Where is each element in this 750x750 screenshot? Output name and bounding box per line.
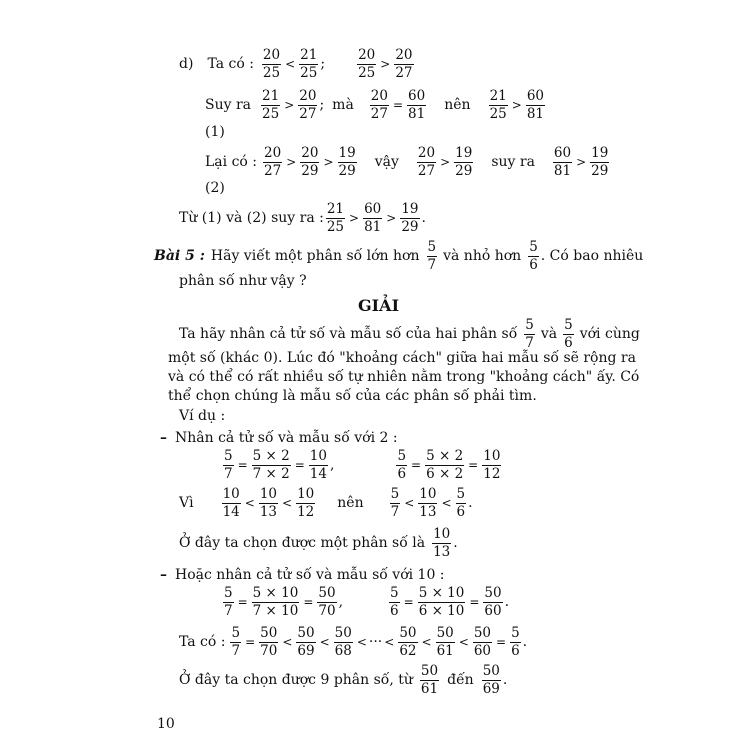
fraction: $\frac{50}{62}$: [399, 625, 417, 659]
operator: <: [384, 635, 395, 650]
bullet-text: Hoặc nhân cả tử số và mẫu số với 10 :: [175, 567, 445, 583]
fraction: $\frac{10}{14}$: [222, 486, 240, 520]
operator: =: [294, 458, 305, 473]
fraction: $\frac{5}{6}$: [529, 239, 538, 273]
operator: >: [576, 155, 587, 170]
operator: >: [323, 155, 334, 170]
bullet-2: [160, 567, 445, 583]
fraction: $\frac{5 \times 10}{7 \times 10}$: [252, 585, 299, 619]
fraction: $\frac{20}{27}$: [395, 47, 413, 81]
fraction: $\frac{21}{25}$: [262, 88, 280, 122]
fraction: $\frac{10}{12}$: [483, 448, 501, 482]
separator: ;: [320, 56, 326, 73]
taco-text: Ta có :: [207, 56, 254, 73]
operator: =: [468, 458, 479, 473]
bullet-text: Nhân cả tử số và mẫu số với 2 :: [175, 430, 398, 446]
fraction: $\frac{5 \times 10}{6 \times 10}$: [418, 585, 465, 619]
dash-bullet: –: [160, 567, 167, 583]
operator: >: [440, 155, 451, 170]
operator: <: [356, 635, 367, 650]
fraction: $\frac{60}{81}$: [526, 88, 544, 122]
fraction: $\frac{20}{27}$: [299, 88, 317, 122]
fraction: $\frac{10}{14}$: [309, 448, 327, 482]
question-text: . Có bao nhiêu: [540, 248, 644, 265]
fraction: $\frac{50}{60}$: [473, 625, 491, 659]
period: .: [522, 634, 528, 651]
fraction: $\frac{50}{60}$: [484, 585, 502, 619]
fraction: $\frac{5}{6}$: [511, 625, 520, 659]
para-text: và: [540, 326, 558, 343]
fraction: $\frac{5}{6}$: [390, 585, 399, 619]
example5-line: [179, 626, 527, 658]
example2-line: [179, 487, 473, 519]
taco-text: Ta có :: [179, 634, 226, 651]
suyra-text: suy ra: [491, 154, 535, 171]
fraction: $\frac{50}{69}$: [297, 625, 315, 659]
fraction: $\frac{50}{61}$: [420, 663, 439, 697]
fraction: $\frac{20}{29}$: [301, 145, 319, 179]
solution-para-line3: và có thể có rất nhiều số tự nhiên nằm trong "khoảng cách" ấy. Có: [168, 369, 640, 385]
period: .: [421, 210, 426, 227]
fraction: $\frac{10}{13}$: [419, 486, 437, 520]
fraction: $\frac{5}{7}$: [525, 317, 534, 351]
operator: <: [282, 496, 293, 511]
fraction: $\frac{10}{12}$: [297, 486, 315, 520]
fraction: $\frac{20}{27}$: [370, 88, 388, 122]
question-text: Hãy viết một phân số lớn hơn: [210, 248, 420, 265]
fraction: $\frac{19}{29}$: [338, 145, 356, 179]
ellipsis: ···: [368, 634, 383, 651]
operator: <: [319, 635, 330, 650]
operator: >: [349, 211, 360, 226]
suyra-text: Suy ra: [205, 97, 252, 114]
fraction: $\frac{50}{70}$: [260, 625, 278, 659]
operator: >: [286, 155, 297, 170]
solution-para-line4: thể chọn chúng là mẫu số của các phân số phải tìm.: [168, 388, 537, 404]
fraction: $\frac{19}{29}$: [401, 201, 419, 235]
partd-line2: [205, 89, 547, 121]
partd-label: d): [179, 56, 194, 73]
exercise-label: Bài 5 :: [154, 248, 205, 265]
separator: ,: [338, 594, 344, 611]
mark-1: (1): [205, 124, 225, 140]
choice-text: Ở đây ta chọn được một phân số là: [179, 535, 426, 552]
fraction: $\frac{20}{25}$: [262, 47, 281, 81]
operator: =: [469, 595, 480, 610]
operator: =: [303, 595, 314, 610]
operator: =: [411, 458, 422, 473]
operator: =: [237, 595, 248, 610]
fraction: $\frac{5 \times 2}{6 \times 2}$: [426, 448, 464, 482]
fraction: $\frac{5}{6}$: [564, 317, 573, 351]
fraction: $\frac{21}{25}$: [326, 201, 345, 235]
fraction: $\frac{10}{13}$: [259, 486, 278, 520]
fraction: $\frac{5 \times 2}{7 \times 2}$: [252, 448, 290, 482]
bai5-question-line2: phân số như vậy ?: [179, 273, 307, 289]
operator: =: [403, 595, 414, 610]
solution-para-line1: [179, 318, 640, 350]
operator: =: [237, 458, 248, 473]
operator: >: [386, 211, 397, 226]
fraction: $\frac{5}{7}$: [224, 448, 233, 482]
den-text: đến: [447, 672, 474, 689]
fraction: $\frac{19}{29}$: [455, 145, 473, 179]
period: .: [502, 672, 508, 689]
fraction: $\frac{5}{6}$: [397, 448, 407, 482]
fraction: $\frac{50}{61}$: [436, 625, 454, 659]
period: .: [468, 495, 473, 512]
fraction: $\frac{50}{68}$: [334, 625, 352, 659]
operator: >: [380, 57, 391, 72]
mark-2: (2): [205, 180, 225, 196]
period: .: [504, 594, 510, 611]
nen-text: nên: [444, 97, 471, 114]
example6-line: [179, 664, 507, 696]
fraction: $\frac{60}{81}$: [408, 88, 426, 122]
example3-line: [179, 527, 458, 559]
fraction: $\frac{5}{7}$: [427, 239, 437, 273]
dash-bullet: –: [160, 430, 167, 446]
bullet-1: [160, 430, 398, 446]
fraction: $\frac{20}{27}$: [264, 145, 282, 179]
fraction: $\frac{19}{29}$: [591, 145, 609, 179]
example1-line: [221, 449, 503, 481]
operator: <: [404, 496, 415, 511]
operator: =: [392, 98, 404, 113]
para-text: Ta hãy nhân cả tử số và mẫu số của hai phân số: [179, 326, 518, 343]
fraction: $\frac{5}{7}$: [224, 585, 233, 619]
fraction: $\frac{60}{81}$: [364, 201, 382, 235]
operator: =: [245, 635, 256, 650]
vi-text: Vì: [179, 495, 194, 512]
partd-line4: [179, 202, 426, 234]
operator: >: [284, 98, 295, 113]
operator: <: [421, 635, 432, 650]
operator: <: [458, 635, 469, 650]
solution-para-line2: một số (khác 0). Lúc đó "khoảng cách" giữa hai mẫu số sẽ rộng ra: [168, 350, 636, 366]
page-number: 10: [157, 716, 175, 732]
operator: >: [511, 98, 522, 113]
laico-text: Lại có :: [205, 154, 258, 171]
example4-line: [221, 586, 509, 618]
separator: ;: [319, 97, 325, 114]
ma-text: mà: [332, 97, 354, 114]
vay-text: vậy: [374, 154, 399, 171]
fraction: $\frac{21}{25}$: [489, 88, 507, 122]
operator: <: [285, 57, 296, 72]
fraction: $\frac{5}{6}$: [456, 486, 466, 520]
fraction: $\frac{20}{27}$: [417, 145, 436, 179]
period: .: [453, 535, 458, 552]
separator: ,: [329, 457, 335, 474]
fraction: $\frac{21}{25}$: [300, 47, 318, 81]
bai5-question: [154, 240, 643, 272]
fraction: $\frac{5}{7}$: [390, 486, 400, 520]
para-text: với cùng: [579, 326, 640, 343]
conclusion-text: Từ (1) và (2) suy ra :: [179, 210, 324, 227]
question-text: và nhỏ hơn: [443, 248, 522, 265]
fraction: $\frac{20}{25}$: [358, 47, 376, 81]
operator: <: [282, 635, 293, 650]
fraction: $\frac{10}{13}$: [433, 526, 451, 560]
fraction: $\frac{50}{69}$: [482, 663, 500, 697]
partd-line3: [205, 146, 611, 178]
partd-line1: [179, 48, 416, 80]
fraction: $\frac{60}{81}$: [553, 145, 572, 179]
operator: <: [441, 496, 452, 511]
solution-heading: GIẢI: [358, 296, 400, 315]
operator: =: [496, 635, 507, 650]
example-label: Ví dụ :: [179, 408, 226, 424]
operator: <: [244, 496, 255, 511]
nen-text: nên: [337, 495, 364, 512]
choice-text: Ở đây ta chọn được 9 phân số, từ: [179, 672, 413, 689]
fraction: $\frac{50}{70}$: [318, 585, 336, 619]
fraction: $\frac{5}{7}$: [231, 625, 241, 659]
